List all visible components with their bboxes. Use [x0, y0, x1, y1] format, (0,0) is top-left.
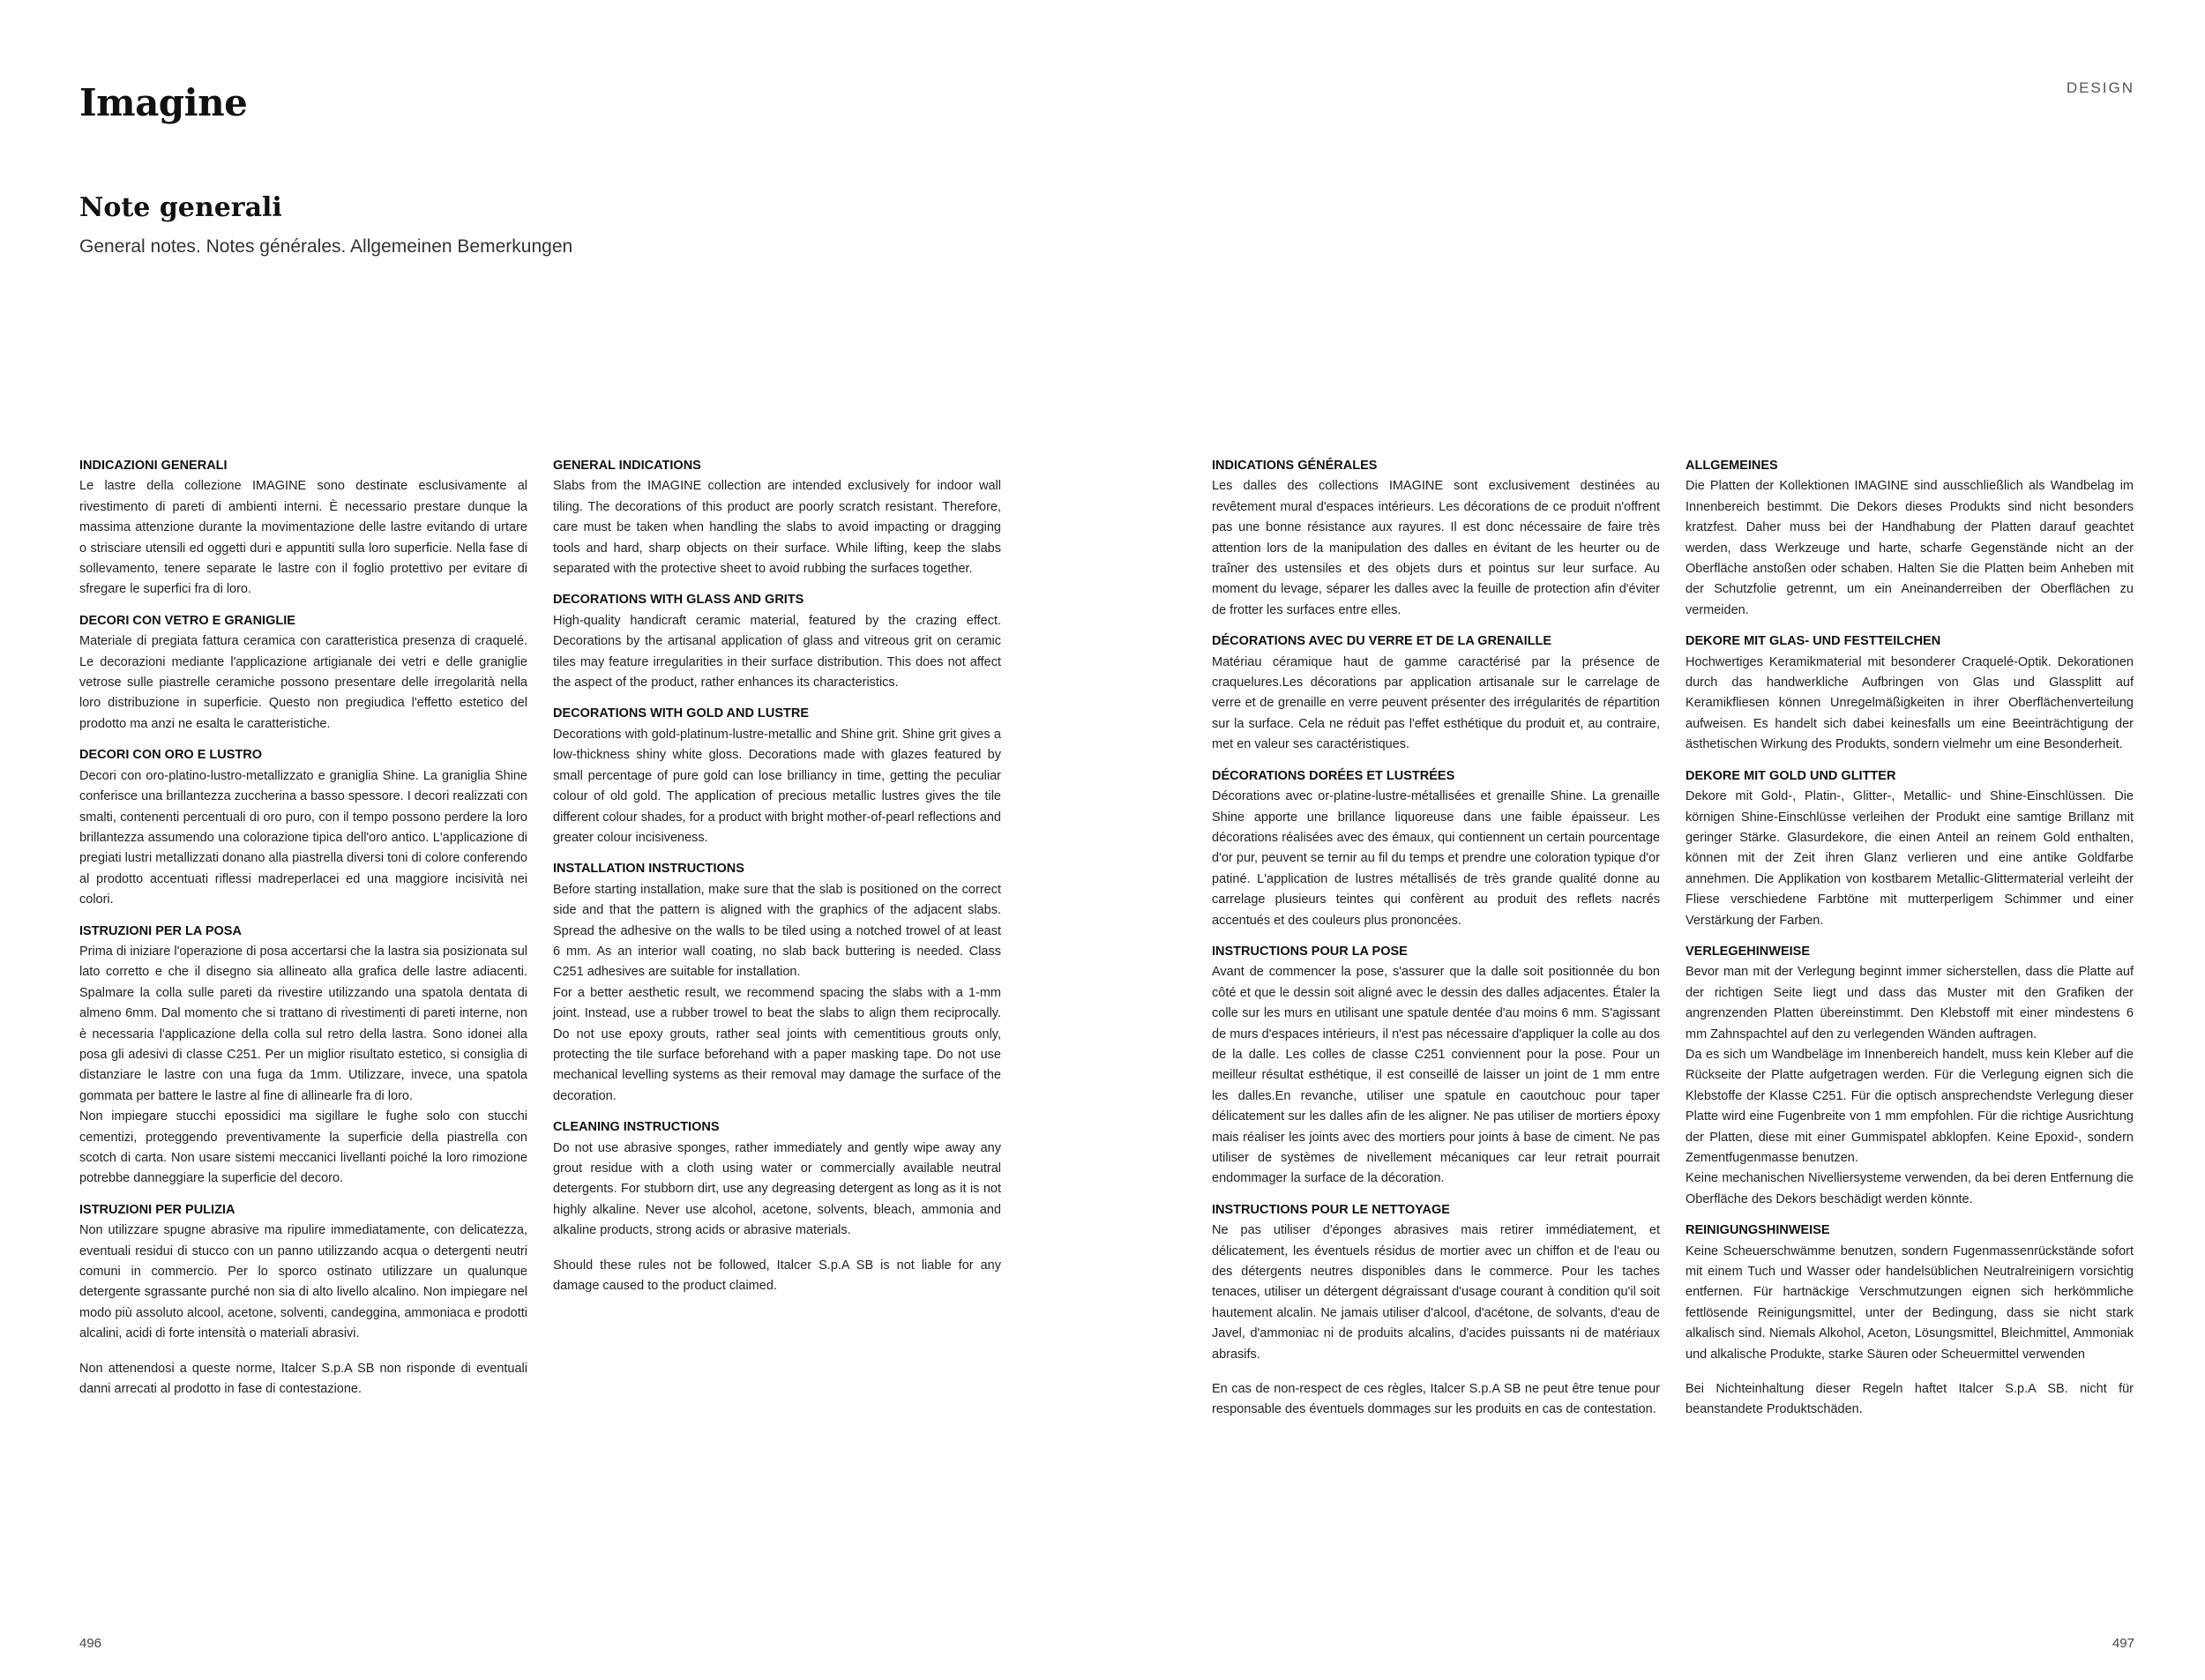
page-title: Imagine: [79, 81, 248, 124]
section-paragraph: Decori con oro-platino-lustro-metallizzato e graniglia Shine. La graniglia Shine conferisce una brillantezza zuccherina a basso spessore. I decori realizzati con smalti, contenenti percentuali di oro puro, con il tempo possono perdere la loro brillantezza assumendo una colorazione tipica dell'oro antico. L'applicazione di pregiati lustri metallizzati donano alla piastrella diversi toni di colore conferendo al prodotto accentuati riflessi madreperlacei ed una maggiore incisività nei colori.: [79, 768, 527, 907]
section-heading: Note generali: [79, 192, 282, 223]
section-title: INSTRUCTIONS POUR LA POSE: [1212, 944, 1408, 959]
text-column-english: [553, 456, 1001, 1296]
section-paragraph: Bevor man mit der Verlegung beginnt immer sicherstellen, dass die Platte auf der richtigen Seite liegt und dass das Muster mit den Grafiken der angrenzenden Platten übereinstimmt. Den Klebstoff mit einer mindestens 6 mm Zahnspachtel auf den zu verlegenden Wänden auftragen.: [1686, 965, 2134, 1042]
section-paragraph: Da es sich um Wandbeläge im Innenbereich handelt, muss kein Kleber auf die Rückseite der Platte aufgetragen werden. Für die Verlegung eignen sich die Klebstoffe der Klasse C251. Für die optisch ansprechendste Verlegung dieser Platte wird eine Fugenbreite von 1 mm empfohlen. Für die richtige Ausrichtung der Platten, diese mit einer Gummispatel abklopfen. Keine Epoxid-, sondern Zementfugenmasse benutzen.: [1686, 1047, 2134, 1165]
page-number-left: 496: [79, 1636, 102, 1651]
text-column-french: [1212, 456, 1660, 1421]
section-title: DECORATIONS WITH GLASS AND GRITS: [553, 593, 804, 608]
section-title: ALLGEMEINES: [1686, 459, 1778, 473]
closing-note: Bei Nichteinhaltung dieser Regeln haftet Italcer S.p.A SB. nicht für beanstandete Produktschäden.: [1686, 1382, 2134, 1417]
text-section: [1686, 631, 2134, 755]
section-paragraph: Slabs from the IMAGINE collection are intended exclusively for indoor wall tiling. The decorations of this product are poorly scratch resistant. Therefore, care must be taken when handling the slabs to avoid impacting or dragging tools and hard, sharp objects on their surface. While lifting, keep the slabs separated with the protective sheet to avoid rubbing the surfaces together.: [553, 479, 1001, 577]
section-paragraph: Le lastre della collezione IMAGINE sono destinate esclusivamente al rivestimento di pareti di ambienti interni. È necessario prestare dunque la massima attenzione durante la movimentazione delle lastre evitando di urtare o strisciare utensili ed oggetti duri e appuntiti sulla loro superficie. Nella fase di sollevamento, tenere separate le lastre con il foglio protettivo per evitare di sfregare le superfici fra di loro.: [79, 479, 527, 597]
text-section: [1686, 766, 2134, 931]
text-section: [1212, 942, 1660, 1190]
text-section: [553, 859, 1001, 1107]
text-section: [79, 745, 527, 910]
section-title: INDICAZIONI GENERALI: [79, 459, 228, 473]
section-title: ISTRUZIONI PER PULIZIA: [79, 1202, 235, 1217]
text-section: [1212, 456, 1660, 621]
text-column-german: [1686, 456, 2134, 1421]
text-section: [553, 1117, 1001, 1241]
section-paragraph: Do not use abrasive sponges, rather immediately and gently wipe away any grout residue with a cloth using water or commercially available neutral detergents. For stubborn dirt, use any degreasing detergent as long as it is not highly alkaline. Never use alcohol, acetone, solvents, bleach, ammonia and alkaline products, strong acids or abrasive materials.: [553, 1140, 1001, 1238]
section-title: DÉCORATIONS DORÉES ET LUSTRÉES: [1212, 768, 1455, 783]
section-paragraph: Avant de commencer la pose, s'assurer que la dalle soit positionnée du bon côté et que le dessin soit aligné avec le dessin des dalles adjacentes. Étaler la colle sur les murs en utilisant une spatule dentée d'au moins 6 mm. S'agissant de murs d'espaces intérieurs, il n'est pas nécessaire d'appliquer la colle au dos de la dalle. Les colles de classe C251 conviennent pour la pose. Pour un meilleur résultat esthétique, il est conseillé de laisser un joint de 1 mm entre les dalles.En revanche, utiliser une spatule en caoutchouc pour taper délicatement sur les dalles afin de les aligner. Ne pas utiliser de mortiers époxy mais réaliser les joints avec des mortiers pour joints à base de ciment. Ne pas utiliser de systèmes de nivellement mécaniques car leur retrait pourrait endommager la surface de la décoration.: [1212, 965, 1660, 1186]
section-paragraph: Non utilizzare spugne abrasive ma ripulire immediatamente, con delicatezza, eventuali residui di stucco con un panno utilizzando acqua o detergenti neutri comuni in commercio. Per lo sporco ostinato utilizzare un qualunque detergente sgrassante purché non sia di alto livello alcalino. Non impiegare nel modo più assoluto alcool, acetone, solventi, candeggina, ammoniaca e prodotti alcalini, acidi di forte intensità o materiali abrasivi.: [79, 1223, 527, 1341]
section-paragraph: Materiale di pregiata fattura ceramica con caratteristica presenza di craquelé. Le decorazioni mediante l'applicazione artigianale dei vetri e delle graniglie vetrose sulle piastrelle ceramiche possono presentare delle irregolarità nella loro distribuzione in superficie. Questo non pregiudica l'effetto estetico del prodotto ma anzi ne esalta le caratteristiche.: [79, 634, 527, 731]
section-paragraph: For a better aesthetic result, we recommend spacing the slabs with a 1-mm joint. Instead, use a rubber trowel to beat the slabs to align them reciprocally. Do not use epoxy grouts, rather seal joints with cementitious grouts only, protecting the tile surface beforehand with a paper masking tape. Do not use mechanical levelling systems as their removal may damage the surface of the decoration.: [553, 985, 1001, 1103]
text-section: [1212, 766, 1660, 931]
section-title: DÉCORATIONS AVEC DU VERRE ET DE LA GRENAILLE: [1212, 634, 1552, 649]
section-title: DECORATIONS WITH GOLD AND LUSTRE: [553, 706, 809, 721]
section-title: DECORI CON VETRO E GRANIGLIE: [79, 613, 295, 628]
text-section: [1212, 1200, 1660, 1365]
text-section: [79, 611, 527, 735]
text-section: [1212, 631, 1660, 755]
section-paragraph: Keine Scheuerschwämme benutzen, sondern Fugenmassenrückstände sofort mit einem Tuch und Wasser oder handelsüblichen Neutralreinigern vorsichtig entfernen. Für hartnäckige Verschmutzungen eignen sich herkömmliche fettlösende Reinigungsmittel, unter der Bedingung, dass sie nicht stark alkalisch sind. Niemals Alkohol, Aceton, Lösungsmittel, Bleichmittel, Ammoniak und alkalische Produkte, starke Säuren oder Scheuermittel verwenden: [1686, 1243, 2134, 1362]
closing-note: Non attenendosi a queste norme, Italcer S.p.A SB non risponde di eventuali danni arrecati al prodotto in fase di contestazione.: [79, 1361, 527, 1397]
text-column-italian: [79, 456, 527, 1400]
section-title: INSTRUCTIONS POUR LE NETTOYAGE: [1212, 1202, 1450, 1217]
section-title: VERLEGEHINWEISE: [1686, 944, 1810, 959]
section-subheading: General notes. Notes générales. Allgemeinen Bemerkungen: [79, 236, 573, 257]
section-paragraph: Die Platten der Kollektionen IMAGINE sind ausschließlich als Wandbelag im Innenbereich bestimmt. Die Dekors dieses Produkts sind nicht besonders kratzfest. Daher muss bei der Handhabung der Platten darauf geachtet werden, dass Werkzeuge und harte, scharfe Gegenstände nicht an der Oberfläche anstoßen oder schaben. Halten Sie die Platten beim Anheben mit der Schutzfolie getrennt, um ein Aneinanderreiben der Oberflächen zu vermeiden.: [1686, 479, 2134, 617]
text-section: [79, 922, 527, 1190]
text-section: [553, 590, 1001, 693]
section-label: DESIGN: [2066, 79, 2134, 96]
section-title: GENERAL INDICATIONS: [553, 459, 701, 473]
section-paragraph: Décorations avec or-platine-lustre-métallisées et grenaille Shine. La grenaille Shine apporte une brillance liquoreuse dans une faible épaisseur. Les décorations réalisées avec des émaux, qui contiennent un certain pourcentage d'or pur, peuvent se ternir au fil du temps et prendre une coloration typique d'or patiné. L'application de lustres métallisés de très grande qualité donne au carrelage plusieurs teintes qui confèrent au produit des reflets nacrés accentués et des couleurs plus prononcées.: [1212, 789, 1660, 928]
section-paragraph: Keine mechanischen Nivelliersysteme verwenden, da bei deren Entfernung die Oberfläche des Dekors beschädigt werden könnte.: [1686, 1171, 2134, 1206]
text-section: [1686, 942, 2134, 1210]
section-title: CLEANING INSTRUCTIONS: [553, 1120, 720, 1135]
section-title: INDICATIONS GÉNÉRALES: [1212, 459, 1378, 473]
closing-note: Should these rules not be followed, Italcer S.p.A SB is not liable for any damage caused to the product claimed.: [553, 1258, 1001, 1294]
section-paragraph: Decorations with gold-platinum-lustre-metallic and Shine grit. Shine grit gives a low-thickness shiny white gloss. Decorations made with glazes featured by small percentage of pure gold can lose brilliancy in time, getting the peculiar colour of old gold. The application of precious metallic lustres gives the tile different colour shades, for a product with bright mother-of-pearl reflections and greater colour incisiveness.: [553, 727, 1001, 845]
section-paragraph: Ne pas utiliser d'éponges abrasives mais retirer immédiatement, et délicatement, les éventuels résidus de mortier avec un chiffon et de l'eau ou des détergents neutres disponibles dans le commerce. Pour les taches tenaces, utiliser un détergent dégraissant d'usage courant à condition qu'il soit hautement alcalin. Ne jamais utiliser d'alcool, d'acétone, de solvants, d'eau de Javel, d'ammoniac ni de produits alcalins, d'acides puissants ni de matériaux abrasifs.: [1212, 1223, 1660, 1362]
text-section: [553, 456, 1001, 579]
section-paragraph: Before starting installation, make sure that the slab is positioned on the correct side and that the pattern is aligned with the graphics of the adjacent slabs. Spread the adhesive on the walls to be tiled using a notched trowel of at least 6 mm. As an interior wall coating, no slab back buttering is needed. Class C251 adhesives are suitable for installation.: [553, 882, 1001, 980]
text-section: [79, 1200, 527, 1345]
section-paragraph: Les dalles des collections IMAGINE sont exclusivement destinées au revêtement mural d'espaces intérieurs. Les décorations de ce produit n'offrent pas une bonne résistance aux rayures. Il est donc nécessaire de faire très attention lors de la manipulation des dalles en évitant de les heurter ou de traîner des ustensiles et des objets durs et pointus sur leur surface. Au moment du levage, séparer les dalles avec la feuille de protection afin d'éviter de frotter les surfaces entre elles.: [1212, 479, 1660, 617]
section-paragraph: Dekore mit Gold-, Platin-, Glitter-, Metallic- und Shine-Einschlüssen. Die körnigen Shine-Einschlüsse verleihen der Produkt eine samtige Brillanz mit geringer Stärke. Glasurdekore, die einen Anteil an reinem Gold enthalten, können mit der Zeit ihren Glanz verlieren und eine antike Goldfarbe annehmen. Die Applikation von kostbarem Metallic-Glittermaterial verleiht der Fliese verschiedene Farbtöne mit mutterperligem Schimmer und einer Verstärkung der Farben.: [1686, 789, 2134, 928]
section-paragraph: Matériau céramique haut de gamme caractérisé par la présence de craquelures.Les décorations par application artisanale sur le carrelage de verre et de grenaille en verre peuvent présenter des irrégularités de répartition sur la surface. Cela ne réduit pas l'effet esthétique du produit et, au contraire, met en valeur ses caractéristiques.: [1212, 654, 1660, 752]
text-section: [79, 456, 527, 601]
section-paragraph: Hochwertiges Keramikmaterial mit besonderer Craquelé-Optik. Dekorationen durch das handwerkliche Aufbringen von Glas und Glassplitt auf Keramikfliesen können Unregelmäßigkeiten in ihrer Oberflächenverteilung aufweisen. Es handelt sich dabei keinesfalls um eine Beeinträchtigung der ästhetischen Wirkung des Produkts, sondern vielmehr um eine Besonderheit.: [1686, 654, 2134, 752]
section-title: ISTRUZIONI PER LA POSA: [79, 923, 242, 938]
page-number-right: 497: [2112, 1636, 2134, 1651]
text-section: [1686, 456, 2134, 621]
section-title: DECORI CON ORO E LUSTRO: [79, 748, 263, 763]
closing-note: En cas de non-respect de ces règles, Italcer S.p.A SB ne peut être tenue pour responsable des éventuels dommages sur les produits en cas de contestation.: [1212, 1382, 1660, 1417]
section-paragraph: High-quality handicraft ceramic material, featured by the crazing effect. Decorations by the artisanal application of glass and vitreous grit on ceramic tiles may feature irregularities in their surface distribution. This does not affect the aspect of the product, rather enhances its characteristics.: [553, 613, 1001, 691]
text-section: [553, 704, 1001, 848]
section-paragraph: Prima di iniziare l'operazione di posa accertarsi che la lastra sia posizionata sul lato corretto e che il disegno sia allineato alla grafica delle lastre adiacenti. Spalmare la colla sulle pareti da rivestire utilizzando una spatola dentata di almeno 6mm. Dal momento che si trattano di rivestimenti di pareti interne, non è necessaria l'applicazione della colla sul retro della lastra. Sono idonei alla posa gli adesivi di classe C251. Per un miglior risultato estetico, si consiglia di distanziare le lastre con una fuga da 1mm. Utilizzare, invece, una spatola gommata per battere le lastre al fine di allinearle fra di loro.: [79, 944, 527, 1103]
section-title: DEKORE MIT GLAS- UND FESTTEILCHEN: [1686, 634, 1941, 649]
section-title: INSTALLATION INSTRUCTIONS: [553, 862, 744, 877]
section-paragraph: Non impiegare stucchi epossidici ma sigillare le fughe solo con stucchi cementizi, proteggendo preventivamente la superficie della piastrella con scotch di carta. Non usare sistemi meccanici livellanti poiché la loro rimozione potrebbe danneggiare la superficie del decoro.: [79, 1109, 527, 1186]
section-title: DEKORE MIT GOLD UND GLITTER: [1686, 768, 1896, 783]
text-section: [1686, 1221, 2134, 1365]
section-title: REINIGUNGSHINWEISE: [1686, 1223, 1830, 1238]
